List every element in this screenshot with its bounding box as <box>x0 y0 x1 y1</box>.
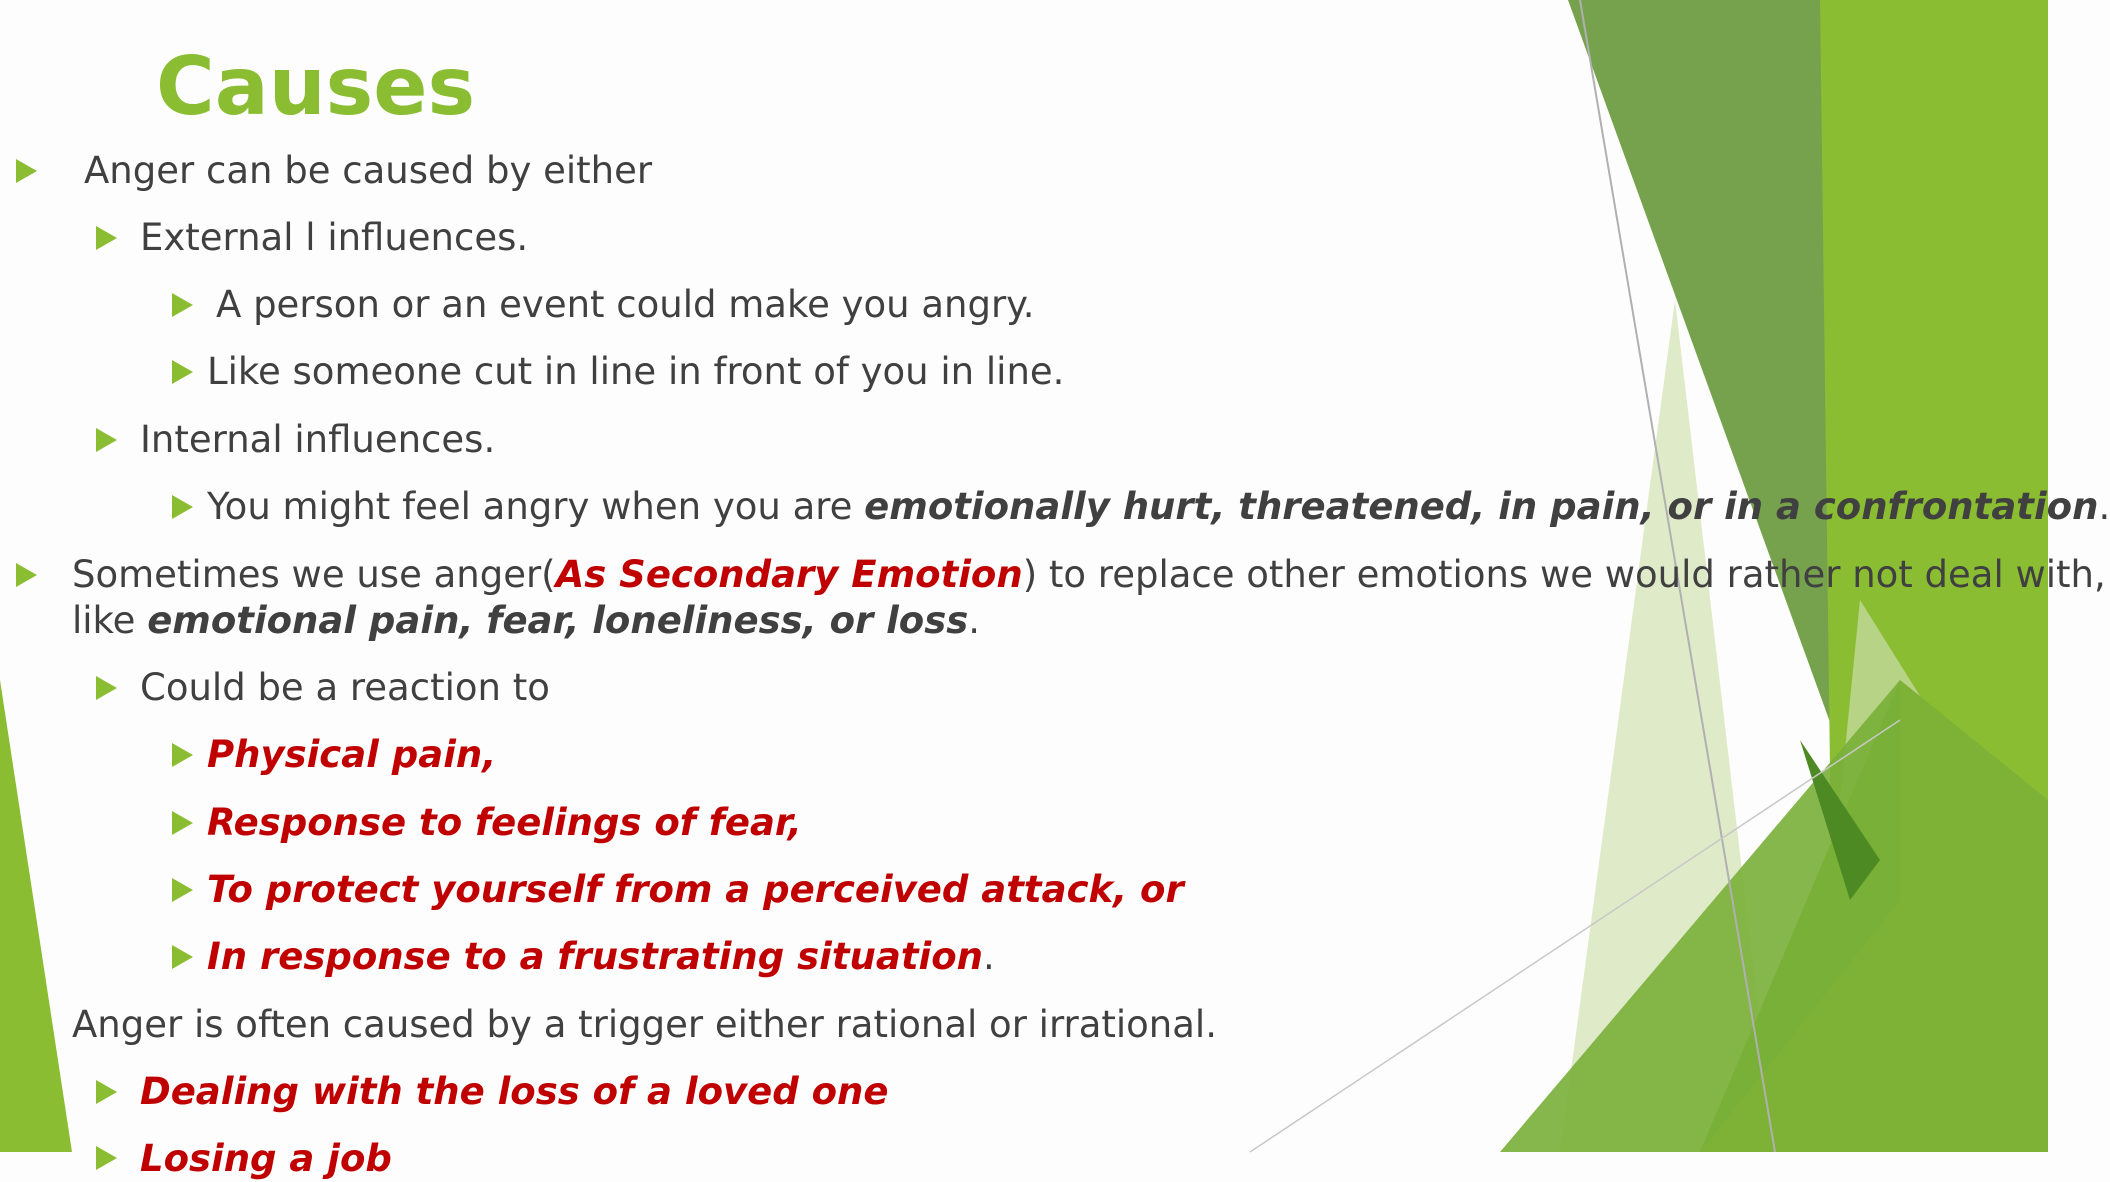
bullet-anger-causes: Anger can be caused by either <box>84 149 653 192</box>
bullet-feelings-of-fear: Response to feelings of fear, <box>207 801 802 844</box>
bullet-frustrating-situation: In response to a frustrating situation. <box>207 935 995 978</box>
bullet-arrow-icon <box>16 563 37 587</box>
bullet-arrow-icon <box>96 1146 117 1170</box>
bullet-arrow-icon <box>172 293 193 317</box>
bullet-feel-angry: You might feel angry when you are emotionally hurt, threatened, in pain, or in a confrontation. <box>207 485 2110 528</box>
bullet-cut-in-line: Like someone cut in line in front of you in line. <box>207 350 1065 393</box>
bullet-arrow-icon <box>172 878 193 902</box>
bullet-arrow-icon <box>172 743 193 767</box>
decor-shape-left <box>0 680 72 1152</box>
emphasis-text: emotional pain, fear, loneliness, or loss <box>147 599 969 642</box>
bullet-physical-pain: Physical pain, <box>207 733 497 776</box>
bullet-arrow-icon <box>172 360 193 384</box>
bullet-secondary-emotion-line2: like emotional pain, fear, loneliness, or loss. <box>72 599 981 642</box>
bullet-trigger: Anger is often caused by a trigger either rational or irrational. <box>72 1003 1217 1046</box>
bullet-arrow-icon <box>96 428 117 452</box>
bullet-arrow-icon <box>96 1080 117 1104</box>
bullet-arrow-icon <box>16 1013 37 1037</box>
bullet-arrow-icon <box>96 676 117 700</box>
bullet-arrow-icon <box>96 226 117 250</box>
bullet-secondary-emotion: Sometimes we use anger(As Secondary Emotion) to replace other emotions we would rather not deal with, <box>72 553 2106 596</box>
bullet-losing-a-job: Losing a job <box>140 1137 392 1180</box>
bullet-arrow-icon <box>172 811 193 835</box>
bullet-person-or-event: A person or an event could make you angry. <box>216 283 1035 326</box>
bullet-arrow-icon <box>16 159 37 183</box>
bullet-perceived-attack: To protect yourself from a perceived attack, or <box>207 868 1184 911</box>
bullet-internal-influences: Internal influences. <box>140 418 496 461</box>
bullet-reaction-to: Could be a reaction to <box>140 666 550 709</box>
bullet-loss-of-loved-one: Dealing with the loss of a loved one <box>140 1070 889 1113</box>
bullet-external-influences: External l influences. <box>140 216 529 259</box>
emphasis-text: emotionally hurt, threatened, in pain, or in a confrontation <box>864 485 2099 528</box>
bullet-arrow-icon <box>172 495 193 519</box>
highlight-text: As Secondary Emotion <box>555 553 1023 596</box>
bullet-arrow-icon <box>172 945 193 969</box>
slide-title: Causes <box>156 40 476 133</box>
